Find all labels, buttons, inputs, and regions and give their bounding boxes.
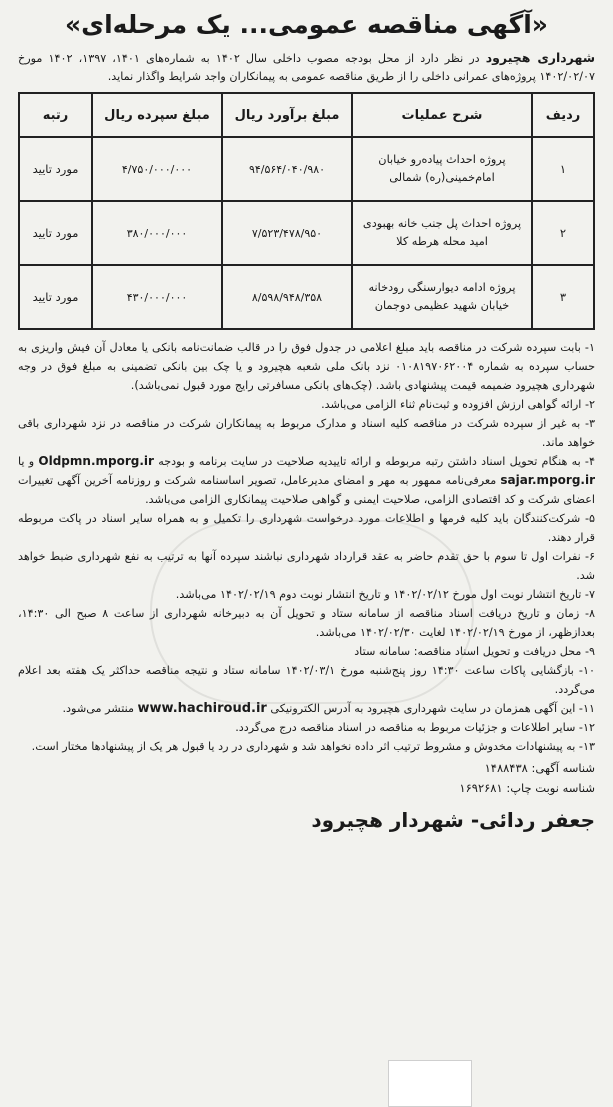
intro-paragraph [18, 49, 595, 86]
clause-4 [18, 452, 595, 509]
clause-11-text-b: منتشر می‌شود. [62, 702, 138, 715]
clause-9: ۹- محل دریافت و تحویل اسناد مناقصه: سامانه ستاد [354, 645, 595, 658]
clause-8: ۸- زمان و تاریخ دریافت اسناد مناقصه از سامانه ستاد و تحویل آن به دبیرخانه شهرداری از ساعت ۸ صبح الی ۱۴:۳۰، بعدازظهر، از مورخ ۱۴۰۲/۰۲/۱۹ لغایت ۱۴۰۲/۰۲/۳۰ می‌باشد. [18, 607, 595, 639]
clause-4-link-sajar: sajar.mporg.ir [500, 473, 595, 487]
row-deposit: ۳۸۰/۰۰۰/۰۰۰ [92, 201, 222, 265]
row-description: پروژه احداث پیاده‌رو خیابان امام‌خمینی(ره) شمالی [352, 137, 532, 201]
row-estimate: ۸/۵۹۸/۹۴۸/۳۵۸ [222, 265, 352, 329]
projects-table [18, 92, 595, 330]
clause-3: ۳- به غیر از سپرده شرکت در مناقصه کلیه اسناد و مدارک مربوط به پیمانکاران شرکت در مناقصه در نزد شهرداری باقی خواهد ماند. [18, 417, 595, 449]
header-deposit: مبلغ سپرده ریال [92, 93, 222, 137]
row-number: ۲ [532, 201, 594, 265]
table-row [19, 137, 594, 201]
clause-5: ۵- شرکت‌کنندگان باید کلیه فرمها و اطلاعات مورد درخواست شهرداری را تکمیل و به همراه سایر اسناد در پاکت مربوطه قرار دهند. [18, 512, 595, 544]
clause-4-text-b: و یا [18, 455, 39, 468]
header-estimate: مبلغ برآورد ریال [222, 93, 352, 137]
clause-4-text-a: ۴- به هنگام تحویل اسناد داشتن رتبه مربوطه و ارائه تاییدیه صلاحیت در سایت برنامه و بودجه [153, 455, 595, 468]
clause-11-website: www.hachiroud.ir [137, 701, 267, 716]
clause-6: ۶- نفرات اول تا سوم با حق تقدم حاضر به عقد قرارداد شهرداری نباشند سپرده آنها به ترتیب به نفع شهرداری ضبط خواهد شد. [18, 550, 595, 582]
clause-4-text-c: معرفی‌نامه ممهور به مهر و امضای مدیرعامل، تصویر اساسنامه شرکت و روزنامه آخرین آگهی تغییرات اعضای شرکت و کد اقتصادی الزامی، صلاحیت ایمنی و گواهی صلاحیت پیمانکاری الزامی می‌باشد. [18, 474, 595, 506]
table-header-row [19, 93, 594, 137]
row-rank: مورد تایید [19, 201, 92, 265]
white-redaction-box [388, 1060, 472, 1107]
row-deposit: ۴/۷۵۰/۰۰۰/۰۰۰ [92, 137, 222, 201]
table-row [19, 265, 594, 329]
signature: جعفر ردائی- شهردار هچیرود [311, 808, 595, 832]
clause-10: ۱۰- بازگشایی پاکات ساعت ۱۴:۳۰ روز پنج‌شنبه مورخ ۱۴۰۲/۰۳/۱ سامانه ستاد و نتیجه مناقصه حداکثر یک هفته بعد اعلام می‌گردد. [18, 664, 595, 696]
notice-title: «آگهی مناقصه عمومی... یک مرحله‌ای» [65, 10, 548, 39]
row-description: پروژه ادامه دیوارسنگی رودخانه خیابان شهید عظیمی دوجمان [352, 265, 532, 329]
row-description: پروژه احداث پل جنب خانه بهبودی امید محله هرطه کلا [352, 201, 532, 265]
header-rank: رتبه [19, 93, 92, 137]
clause-13: ۱۳- به پیشنهادات مخدوش و مشروط ترتیب اثر داده نخواهد شد و شهرداری در رد یا قبول هر یک از پیشنهادها مختار است. [31, 740, 595, 753]
row-rank: مورد تایید [19, 265, 92, 329]
organization-name: شهرداری هچیرود [485, 50, 595, 65]
clause-1: ۱- بابت سپرده شرکت در مناقصه باید مبلغ اعلامی در جدول فوق را در قالب ضمانت‌نامه بانکی یا معادل آن فیش واریزی به حساب سپرده به شماره ۰۱۰۸۱۹۷۰۶۲۰۰۴ نزد بانک ملی شعبه هچیرود و یا چک بین بانکی تضمینی به مبلغ فوق در وجه شهرداری هچیرود ضمیمه قیمت پیشنهادی باشد. (چک‌های بانکی مسافرتی رایج مورد قبول نمی‌باشد). [18, 341, 595, 392]
clause-11-text-a: ۱۱- این آگهی همزمان در سایت شهرداری هچیرود به آدرس الکترونیکی [266, 702, 595, 715]
row-estimate: ۷/۵۲۳/۴۷۸/۹۵۰ [222, 201, 352, 265]
print-id: شناسه نوبت چاپ: ۱۶۹۲۶۸۱ [459, 781, 595, 795]
clause-2: ۲- ارائه گواهی ارزش افزوده و ثبت‌نام ثناء الزامی می‌باشد. [321, 398, 595, 411]
table-row [19, 201, 594, 265]
header-description: شرح عملیات [352, 93, 532, 137]
row-rank: مورد تایید [19, 137, 92, 201]
ad-id: شناسه آگهی: ۱۴۸۸۴۳۸ [484, 761, 595, 775]
row-number: ۳ [532, 265, 594, 329]
row-estimate: ۹۴/۵۶۴/۰۴۰/۹۸۰ [222, 137, 352, 201]
notice-identifiers [18, 758, 595, 798]
row-deposit: ۴۳۰/۰۰۰/۰۰۰ [92, 265, 222, 329]
intro-text: در نظر دارد از محل بودجه مصوب داخلی سال ۱۴۰۲ به شماره‌های ۱۴۰۱، ۱۳۹۷، ۱۴۰۲ مورخ ۱۴۰۲/۰۲/۰۷ پروژه‌های عمرانی داخلی را از طریق مناقصه عمومی به پیمانکاران واجد شرایط واگذار نماید. [18, 52, 595, 83]
row-number: ۱ [532, 137, 594, 201]
clause-11 [18, 699, 595, 718]
clause-4-link-oldpmn: Oldpmn.mporg.ir [38, 454, 154, 468]
clause-7: ۷- تاریخ انتشار نوبت اول مورخ ۱۴۰۲/۰۲/۱۲ و تاریخ انتشار نوبت دوم ۱۴۰۲/۰۲/۱۹ می‌باشد. [175, 588, 595, 601]
conditions-list [18, 338, 595, 756]
clause-12: ۱۲- سایر اطلاعات و جزئیات مربوط به مناقصه در اسناد مناقصه درج می‌گردد. [235, 721, 595, 734]
header-row-number: ردیف [532, 93, 594, 137]
